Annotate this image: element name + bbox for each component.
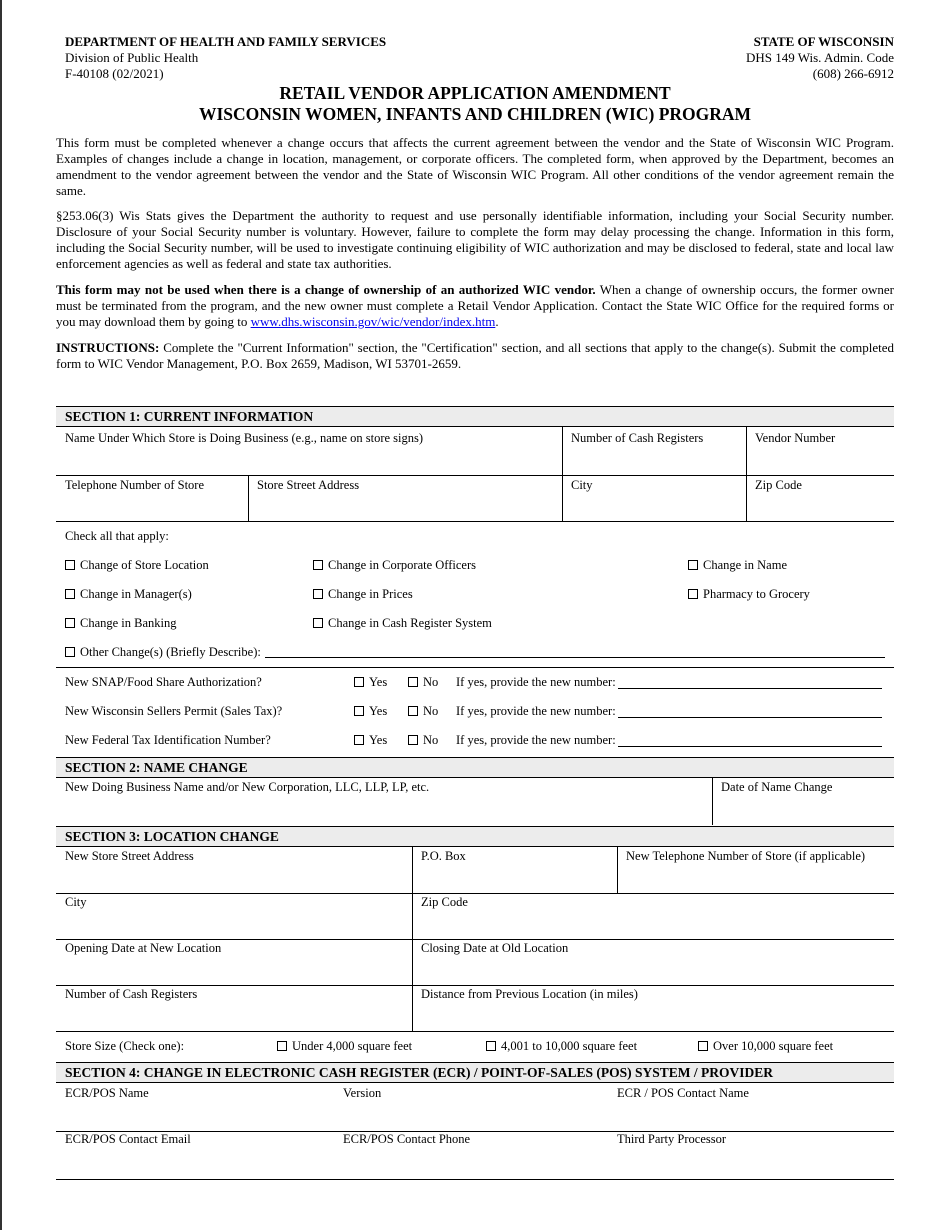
tax-id-yes-option[interactable]: Yes — [354, 733, 387, 748]
po-box-label: P.O. Box — [421, 849, 466, 863]
page-edge — [0, 0, 2, 1230]
row-divider — [56, 521, 894, 522]
store-name-label: Name Under Which Store is Doing Business (e.g., name on store signs) — [65, 431, 424, 445]
cash-registers-label: Number of Cash Registers — [571, 431, 704, 445]
contact-email-label: ECR/POS Contact Email — [65, 1132, 191, 1146]
store-size-label: Store Size (Check one): — [65, 1039, 185, 1053]
divider — [712, 778, 713, 825]
change-officers-option[interactable]: Change in Corporate Officers — [313, 558, 476, 573]
change-managers-checkbox[interactable] — [65, 589, 75, 599]
change-location-option[interactable]: Change of Store Location — [65, 558, 209, 573]
snap-no-option[interactable]: No — [408, 675, 438, 690]
closing-date-label: Closing Date at Old Location — [421, 941, 569, 955]
sellers-no-checkbox[interactable] — [408, 706, 418, 716]
change-name-checkbox[interactable] — [688, 560, 698, 570]
new-phone-label: New Telephone Number of Store (if applicable) — [626, 849, 866, 863]
tax-id-no-checkbox[interactable] — [408, 735, 418, 745]
divider — [248, 475, 249, 522]
other-changes-option[interactable]: Other Change(s) (Briefly Describe): — [65, 645, 261, 660]
vendor-website-link[interactable]: www.dhs.wisconsin.gov/wic/vendor/index.htm — [250, 314, 496, 329]
distance-label: Distance from Previous Location (in miles) — [421, 987, 638, 1001]
form-number: F-40108 (02/2021) — [65, 66, 164, 81]
division-name: Division of Public Health — [65, 50, 199, 65]
row-divider — [56, 1031, 894, 1032]
sellers-yes-checkbox[interactable] — [354, 706, 364, 716]
size-over-10000-option[interactable]: Over 10,000 square feet — [698, 1039, 833, 1054]
title-line-2: WISCONSIN WOMEN, INFANTS AND CHILDREN (WIC) PROGRAM — [198, 104, 752, 124]
row-divider — [56, 893, 894, 894]
contact-name-label: ECR / POS Contact Name — [617, 1086, 749, 1100]
third-party-label: Third Party Processor — [617, 1132, 727, 1146]
snap-no-checkbox[interactable] — [408, 677, 418, 687]
snap-yes-checkbox[interactable] — [354, 677, 364, 687]
new-business-name-label: New Doing Business Name and/or New Corporation, LLC, LLP, LP, etc. — [65, 780, 430, 794]
city-label: City — [571, 478, 593, 492]
tax-id-no-option[interactable]: No — [408, 733, 438, 748]
section-1-heading: SECTION 1: CURRENT INFORMATION — [56, 406, 894, 427]
sellers-no-option[interactable]: No — [408, 704, 438, 719]
snap-number-line[interactable] — [618, 688, 882, 689]
change-prices-option[interactable]: Change in Prices — [313, 587, 413, 602]
other-changes-line[interactable] — [265, 657, 885, 658]
opening-date-label: Opening Date at New Location — [65, 941, 222, 955]
header-left — [65, 34, 386, 82]
new-registers-label: Number of Cash Registers — [65, 987, 198, 1001]
pharmacy-grocery-option[interactable]: Pharmacy to Grocery — [688, 587, 810, 602]
check-all-label: Check all that apply: — [65, 529, 169, 543]
size-under-4000-option[interactable]: Under 4,000 square feet — [277, 1039, 412, 1054]
new-city-label: City — [65, 895, 87, 909]
tax-id-yes-checkbox[interactable] — [354, 735, 364, 745]
sellers-permit-question: New Wisconsin Sellers Permit (Sales Tax)? — [65, 704, 283, 718]
other-changes-checkbox[interactable] — [65, 647, 75, 657]
row-divider — [56, 985, 894, 986]
state-name: STATE OF WISCONSIN — [753, 34, 894, 49]
ownership-end: . — [495, 314, 499, 329]
tax-id-if-yes-label: If yes, provide the new number: — [456, 733, 616, 747]
snap-yes-option[interactable]: Yes — [354, 675, 387, 690]
title-line-1: RETAIL VENDOR APPLICATION AMENDMENT — [279, 83, 671, 103]
version-label: Version — [343, 1086, 382, 1100]
tax-id-number-line[interactable] — [618, 746, 882, 747]
row-divider — [56, 1179, 894, 1180]
intro-paragraph-1: This form must be completed whenever a change occurs that affects the current agreement between the vendor and the State of Wisconsin WIC Program. Examples of changes include a change in location, management, or corporate officers. The completed form, when approved by the Department, becomes an amendment to the vendor agreement between the vendor and the State of Wisconsin WIC Program. All other conditions of the vendor agreement remain the same. — [56, 135, 894, 198]
divider — [617, 847, 618, 893]
ecr-name-label: ECR/POS Name — [65, 1086, 149, 1100]
size-4001-10000-checkbox[interactable] — [486, 1041, 496, 1051]
instructions-text: Complete the "Current Information" section, the "Certification" section, and all sections that apply to the change(s). Submit the completed form to WIC Vendor Management, P.O. Box 2659, Madison, WI 53701-2659. — [56, 340, 894, 371]
department-name: DEPARTMENT OF HEALTH AND FAMILY SERVICES — [65, 34, 387, 49]
size-4001-10000-option[interactable]: 4,001 to 10,000 square feet — [486, 1039, 637, 1054]
size-over-10000-checkbox[interactable] — [698, 1041, 708, 1051]
change-register-system-checkbox[interactable] — [313, 618, 323, 628]
change-banking-option[interactable]: Change in Banking — [65, 616, 177, 631]
ownership-warning: This form may not be used when there is a change of ownership of an authorized WIC vendor. — [56, 282, 596, 297]
zip-code-label: Zip Code — [755, 478, 802, 492]
instructions-label: INSTRUCTIONS: — [56, 340, 160, 355]
section-4-heading: SECTION 4: CHANGE IN ELECTRONIC CASH REGISTER (ECR) / POINT-OF-SALES (POS) SYSTEM / PROVIDER — [56, 1062, 894, 1083]
sellers-if-yes-label: If yes, provide the new number: — [456, 704, 616, 718]
tax-id-question: New Federal Tax Identification Number? — [65, 733, 271, 747]
change-officers-checkbox[interactable] — [313, 560, 323, 570]
snap-question: New SNAP/Food Share Authorization? — [65, 675, 262, 689]
sellers-yes-option[interactable]: Yes — [354, 704, 387, 719]
snap-if-yes-label: If yes, provide the new number: — [456, 675, 616, 689]
change-register-system-option[interactable]: Change in Cash Register System — [313, 616, 492, 631]
row-divider — [56, 667, 894, 668]
contact-phone-label: ECR/POS Contact Phone — [343, 1132, 471, 1146]
intro-paragraph-2: §253.06(3) Wis Stats gives the Department the authority to request and use personally identifiable information, including your Social Security number. Disclosure of your Social Security number is voluntary. However, failure to complete the form may delay processing the change. Information in this form, including the Social Security number, will be used to investigate continuing eligibility of WIC authorization and may be disclosed to federal, state and local law enforcement agencies as well as federal and state tax authorities. — [56, 208, 894, 271]
street-address-label: Store Street Address — [257, 478, 360, 492]
section-2-heading: SECTION 2: NAME CHANGE — [56, 757, 894, 778]
header-right — [746, 34, 894, 82]
row-divider — [56, 939, 894, 940]
new-street-label: New Store Street Address — [65, 849, 194, 863]
instructions-paragraph — [56, 340, 894, 372]
size-under-4000-checkbox[interactable] — [277, 1041, 287, 1051]
change-banking-checkbox[interactable] — [65, 618, 75, 628]
name-change-date-label: Date of Name Change — [721, 780, 833, 794]
section-3-heading: SECTION 3: LOCATION CHANGE — [56, 826, 894, 847]
pharmacy-grocery-checkbox[interactable] — [688, 589, 698, 599]
change-location-checkbox[interactable] — [65, 560, 75, 570]
telephone-label: Telephone Number of Store — [65, 478, 205, 492]
office-phone: (608) 266-6912 — [812, 66, 894, 81]
change-managers-option[interactable]: Change in Manager(s) — [65, 587, 192, 602]
row-divider — [56, 475, 894, 476]
change-name-option[interactable]: Change in Name — [688, 558, 787, 573]
form-title — [0, 83, 950, 125]
change-prices-checkbox[interactable] — [313, 589, 323, 599]
new-zip-label: Zip Code — [421, 895, 468, 909]
intro-paragraph-3 — [56, 282, 894, 330]
vendor-number-label: Vendor Number — [755, 431, 836, 445]
sellers-number-line[interactable] — [618, 717, 882, 718]
admin-code: DHS 149 Wis. Admin. Code — [745, 50, 894, 65]
ownership-text: When a change of ownership occurs, the former owner must be terminated from the program, and the new owner must complete a Retail Vendor Application. Contact the State WIC Office for the required forms or you may download them by going to — [56, 282, 894, 329]
